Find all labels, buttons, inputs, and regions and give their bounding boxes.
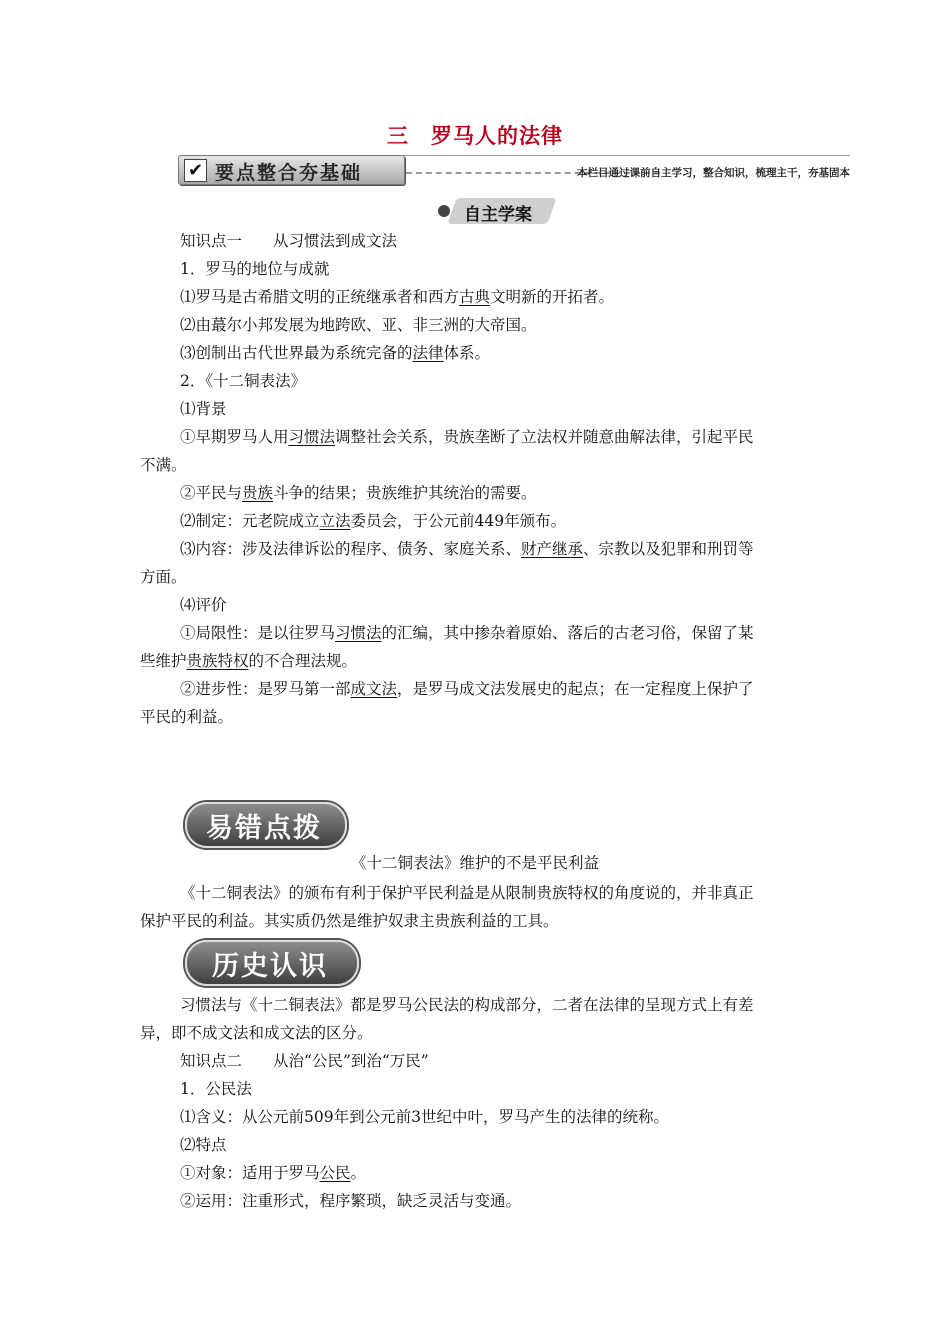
text: ⑶创制出古代世界最为系统完备的 — [180, 344, 413, 362]
text: 、宗教以及犯罪和刑罚等 — [583, 540, 754, 558]
text: 些维护 — [140, 652, 187, 670]
pill-dot-icon — [438, 205, 450, 217]
kp1-line: 1．罗马的地位与成就 — [180, 260, 330, 278]
tip-heading: 《十二铜表法》维护的不是平民利益 — [350, 854, 599, 872]
section-pill — [452, 198, 552, 224]
kp1-line: 平民的利益。 — [140, 708, 234, 726]
banner-rule — [403, 155, 850, 156]
kp1-line — [180, 287, 614, 307]
underlined-term: 贵族特权 — [186, 652, 249, 670]
kp1-line — [180, 679, 754, 699]
kp1-line: 2．《十二铜表法》 — [180, 372, 307, 390]
text: ⑶内容：涉及法律诉讼的程序、债务、家庭关系、 — [180, 540, 522, 558]
kp1-line — [140, 651, 357, 671]
kp1-line — [180, 483, 537, 503]
text: ①早期罗马人用 — [180, 428, 289, 446]
underlined-term: 公民 — [319, 1164, 351, 1182]
text: 。 — [350, 1164, 367, 1182]
kp1-line — [180, 427, 754, 447]
text: 调整社会关系，贵族垄断了立法权并随意曲解法律，引起平民 — [335, 428, 754, 446]
kp1-line — [180, 511, 566, 531]
text: ⑵制定：元老院成立 — [180, 512, 320, 530]
banner-label: 要点整合夯基础 — [215, 162, 363, 184]
text: ①对象：适用于罗马 — [180, 1164, 320, 1182]
check-icon: ✔ — [184, 159, 207, 182]
underlined-term: 立法 — [319, 512, 351, 530]
kp2-line — [180, 1163, 366, 1183]
underlined-term: 法律 — [412, 344, 444, 362]
badge-label: 易错点拨 — [206, 813, 322, 844]
kp2-line: ②运用：注重形式，程序繁琐，缺乏灵活与变通。 — [180, 1192, 522, 1210]
kp2-line: 1．公民法 — [180, 1080, 252, 1098]
pill-label: 自主学案 — [464, 205, 532, 225]
tip-line: 保护平民的利益。其实质仍然是维护奴隶主贵族利益的工具。 — [140, 912, 559, 930]
history-line: 习惯法与《十二铜表法》都是罗马公民法的构成部分，二者在法律的呈现方式上有差 — [180, 996, 754, 1014]
page-title: 三 罗马人的法律 — [387, 124, 563, 148]
history-line: 异，即不成文法和成文法的区分。 — [140, 1024, 373, 1042]
text: ，是罗马成文法发展史的起点；在一定程度上保护了 — [397, 680, 754, 698]
kp2-heading: 知识点二 从治“公民”到治“万民” — [180, 1052, 429, 1070]
kp1-line — [180, 623, 754, 643]
underlined-term: 习惯法 — [288, 428, 336, 446]
kp1-heading: 知识点一 从习惯法到成文法 — [180, 232, 398, 250]
text: ②平民与 — [180, 484, 243, 502]
kp1-line: 方面。 — [140, 568, 187, 586]
kp2-line: ⑴含义：从公元前509年到公元前3世纪中叶，罗马产生的法律的统称。 — [180, 1108, 669, 1126]
section-banner — [178, 155, 850, 185]
text: 的汇编，其中掺杂着原始、落后的古老习俗，保留了某 — [381, 624, 754, 642]
text: 的不合理法规。 — [248, 652, 358, 670]
banner-description: 本栏目通过课前自主学习，整合知识，梳理主干，夯基固本 — [577, 167, 850, 179]
text: ⑴罗马是古希腊文明的正统继承者和西方 — [180, 288, 460, 306]
badge-error-tips — [185, 802, 343, 844]
underlined-term: 古典 — [459, 288, 491, 306]
underlined-term: 成文法 — [350, 680, 398, 698]
tip-line: 《十二铜表法》的颁布有利于保护平民利益是从限制贵族特权的角度说的，并非真正 — [180, 884, 754, 902]
underlined-term: 财产继承 — [521, 540, 584, 558]
text: 斗争的结果；贵族维护其统治的需要。 — [273, 484, 537, 502]
text: 文明新的开拓者。 — [490, 288, 615, 306]
kp1-line: 不满。 — [140, 456, 187, 474]
text: ①局限性：是以往罗马 — [180, 624, 336, 642]
banner-tag — [178, 155, 405, 185]
kp1-line: ⑴背景 — [180, 400, 227, 418]
text: 体系。 — [443, 344, 491, 362]
text: 委员会，于公元前449年颁布。 — [350, 512, 567, 530]
kp1-line: ⑵由蕞尔小邦发展为地跨欧、亚、非三洲的大帝国。 — [180, 316, 537, 334]
badge-label: 历史认识 — [212, 951, 328, 982]
kp1-line — [180, 539, 754, 559]
badge-history — [185, 940, 355, 982]
kp1-line: ⑷评价 — [180, 596, 227, 614]
text: ②进步性：是罗马第一部 — [180, 680, 351, 698]
kp2-line: ⑵特点 — [180, 1136, 227, 1154]
underlined-term: 习惯法 — [335, 624, 382, 642]
kp1-line — [180, 343, 490, 363]
underlined-term: 贵族 — [242, 484, 274, 502]
